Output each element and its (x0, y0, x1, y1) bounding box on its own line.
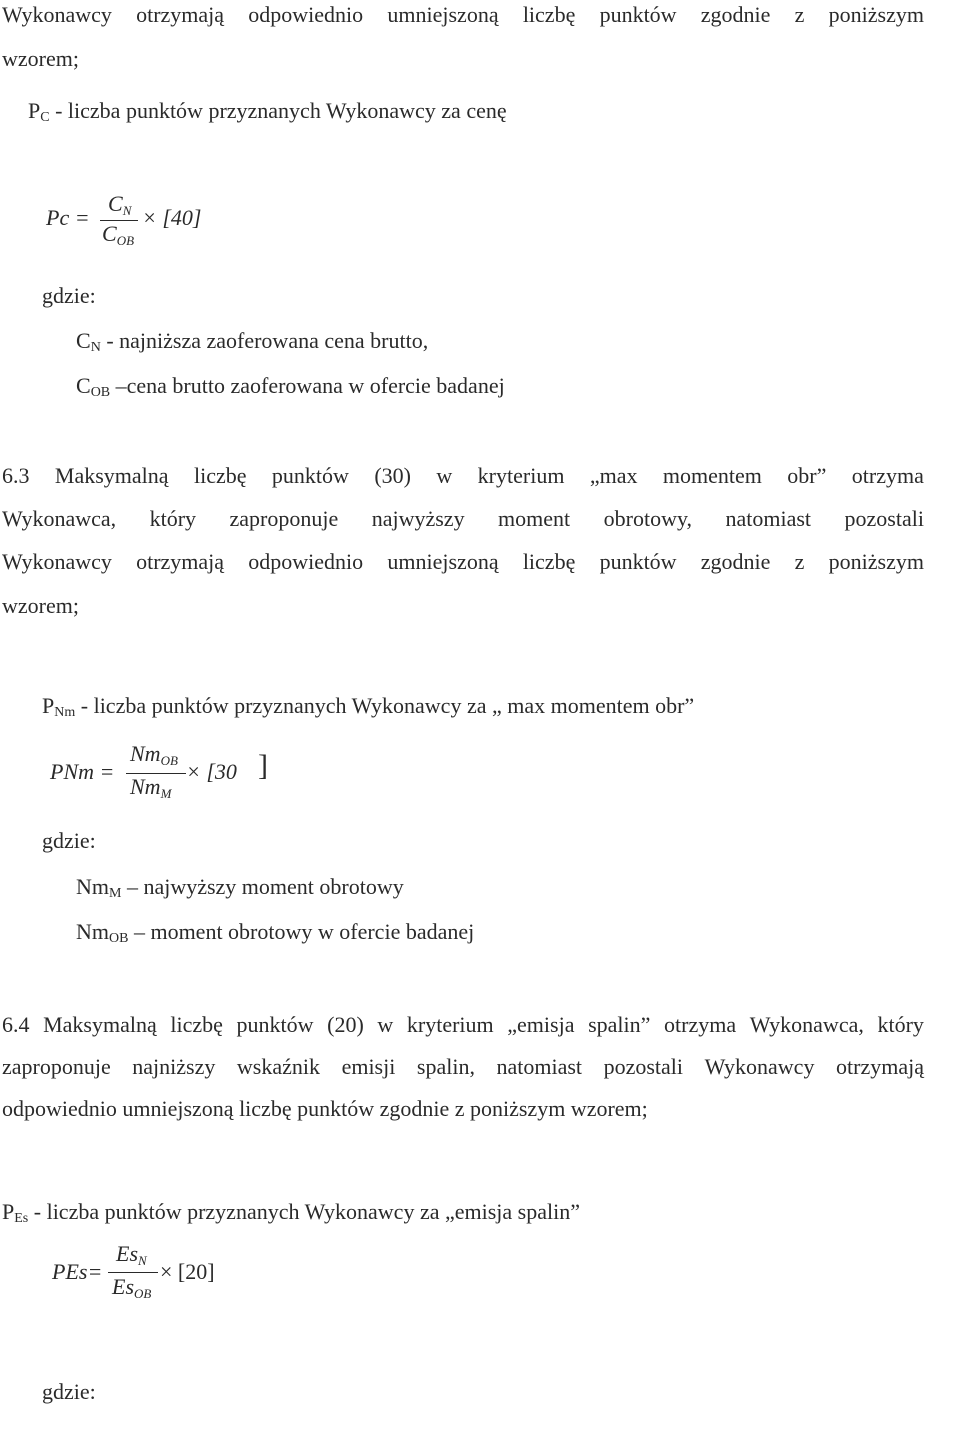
word: liczbę (193, 463, 247, 488)
word: odpowiednio (248, 549, 364, 574)
word: moment (498, 506, 571, 531)
word: Wykonawca, (2, 506, 117, 531)
word: zgodnie (700, 549, 771, 574)
formula-pc: Pc = CN COB × [40] (46, 191, 202, 248)
fraction-bar (108, 1272, 158, 1273)
word: Wykonawcy (2, 549, 112, 574)
pnm-definition: PNm - liczba punktów przyznanych Wykonawcy za „ max momentem obr” (42, 693, 695, 720)
word: liczbę (522, 549, 576, 574)
word: wskaźnik (236, 1054, 321, 1079)
word: Maksymalną (43, 1012, 157, 1037)
paragraph-line (2, 1, 924, 29)
word: Wykonawcy (704, 1054, 815, 1079)
word: „max (589, 463, 638, 488)
gdzie-label: gdzie: (42, 828, 96, 853)
word: punktów (599, 549, 677, 574)
word: liczbę (170, 1012, 223, 1037)
paragraph-line: wzorem; (2, 593, 79, 618)
word: pozostali (603, 1054, 684, 1079)
word: który (877, 1012, 924, 1037)
word: otrzyma (664, 1012, 737, 1037)
word: który (149, 506, 197, 531)
word: momentem (662, 463, 762, 488)
word: zaproponuje (229, 506, 339, 531)
word: najwyższy (371, 506, 465, 531)
pc-definition: PC - liczba punktów przyznanych Wykonawcy za cenę (28, 98, 507, 125)
word: 6.3 (2, 463, 30, 488)
gdzie-label: gdzie: (42, 1379, 96, 1404)
formula-pnm: PNm = NmOB NmM × [30 ] (50, 741, 268, 801)
word: punktów (271, 463, 349, 488)
formula-pes: PEs= EsN EsOB × [20] (52, 1241, 215, 1301)
word: umniejszoną (387, 2, 499, 27)
word: otrzymają (136, 549, 225, 574)
word: kryterium (477, 463, 565, 488)
word: zgodnie (700, 2, 771, 27)
word: kryterium (406, 1012, 494, 1037)
paragraph-line (2, 1011, 924, 1039)
word: odpowiednio (248, 2, 364, 27)
word: w (377, 1012, 394, 1037)
word: otrzyma (851, 463, 924, 488)
word: punktów (236, 1012, 314, 1037)
paragraph-line (2, 1053, 924, 1081)
word: pozostali (844, 506, 924, 531)
word: natomiast (725, 506, 812, 531)
nmob-definition: NmOB – moment obrotowy w ofercie badanej (76, 919, 475, 946)
paragraph-line (2, 548, 924, 576)
cn-definition: CN - najniższa zaoferowana cena brutto, (76, 328, 429, 355)
word: najniższy (132, 1054, 216, 1079)
word: (30) (374, 463, 411, 488)
paragraph-line: odpowiednio umniejszoną liczbę punktów zgodnie z poniższym wzorem; (2, 1096, 648, 1121)
word: emisji (341, 1054, 396, 1079)
word: spalin, (416, 1054, 475, 1079)
word: Maksymalną (54, 463, 169, 488)
pes-definition: PEs - liczba punktów przyznanych Wykonawcy za „emisja spalin” (2, 1199, 580, 1226)
word: poniższym (828, 2, 924, 27)
word: „emisja (507, 1012, 575, 1037)
word: liczbę (522, 2, 576, 27)
word: obr” (787, 463, 827, 488)
word: otrzymają (836, 1054, 924, 1079)
word: obrotowy, (603, 506, 693, 531)
word: poniższym (828, 549, 924, 574)
gdzie-label: gdzie: (42, 283, 96, 308)
cob-definition: COB –cena brutto zaoferowana w ofercie badanej (76, 373, 505, 400)
word: otrzymają (136, 2, 225, 27)
word: z (794, 2, 805, 27)
paragraph-line (2, 505, 924, 533)
word: umniejszoną (387, 549, 499, 574)
word: w (436, 463, 453, 488)
word: spalin” (588, 1012, 651, 1037)
word: zaproponuje (2, 1054, 111, 1079)
word: z (794, 549, 805, 574)
word: natomiast (496, 1054, 583, 1079)
word: punktów (599, 2, 677, 27)
paragraph-line: wzorem; (2, 46, 79, 71)
paragraph-line (2, 462, 924, 490)
nmm-definition: NmM – najwyższy moment obrotowy (76, 874, 404, 901)
word: 6.4 (2, 1012, 30, 1037)
word: Wykonawca, (749, 1012, 864, 1037)
word: (20) (327, 1012, 364, 1037)
word: Wykonawcy (2, 2, 112, 27)
